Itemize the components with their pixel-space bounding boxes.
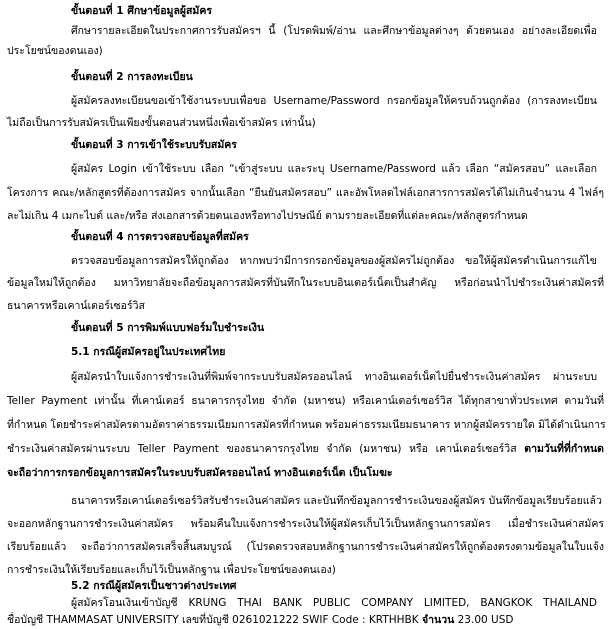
s51-para2-line-1: ธนาคารหรือเคาน์เตอร์เซอร์วิสรับชำระเงินค่าสมัคร และบันทึกข้อมูลการชำระเงินของผู้สมัคร บันทึกข้อมูลเรียบร้อยแล้ว xyxy=(71,495,602,507)
step5-title: ขั้นตอนที่ 5 การพิมพ์แบบฟอร์มใบชำระเงิน xyxy=(71,322,265,334)
s51-void-notice: จะถือว่าการกรอกข้อมูลการสมัครในระบบรับสมัครออนไลน์ ทางอินเตอร์เน็ต เป็นโมฆะ xyxy=(7,467,393,479)
s51-deadline-emphasis: ตามวันที่ที่กำหนด xyxy=(524,443,604,455)
s51-para1-line-4 xyxy=(7,442,604,456)
s51-para2-line-4: การชำระเงินให้เรียบร้อยและเก็บไว้เป็นหลักฐาน เพื่อประโยชน์ของตนเอง) xyxy=(7,564,336,576)
step1-line-1: ศึกษารายละเอียดในประกาศการรับสมัครฯ นี้ (โปรดพิมพ์/อ่าน และศึกษาข้อมูลต่างๆ ด้วยตนเอง อย่างละเอียดเพื่อ xyxy=(71,25,597,37)
s51-para2-line-3: เรียบร้อยแล้ว จะถือว่าการสมัครเสร็จสิ้นสมบูรณ์ (โปรดตรวจสอบหลักฐานการชำระเงินค่าสมัครให้ถูกต้องตรงตามข้อมูลในใบแจ้ง xyxy=(7,541,604,553)
step2-line-1: ผู้สมัครลงทะเบียนขอเข้าใช้งานระบบเพื่อขอ Username/Password กรอกข้อมูลให้ครบถ้วนถูกต้อง (การลงทะเบียน xyxy=(71,95,597,107)
s52-account-info: ชื่อบัญชี THAMMASAT UNIVERSITY เลขที่บัญชี 0261021222 SWIF Code : KRTHHBK xyxy=(7,614,419,626)
section-5-1-title: 5.1 กรณีผู้สมัครอยู่ในประเทศไทย xyxy=(71,346,226,358)
step3-line-3: ละไม่เกิน 4 เมกะไบต์ และ/หรือ ส่งเอกสารด้วยตนเองหรือทางไปรษณีย์ ตามรายละเอียดที่แต่ละคณะ/หลักสูตรกำหนด xyxy=(7,210,528,222)
step3-line-2: โครงการ คณะ/หลักสูตรที่ต้องการสมัคร จากนั้นเลือก “ยืนยันสมัครสอบ” และอัพโหลดไฟล์เอกสารการสมัครได้ไม่เกินจำนวน 4 ไฟล์ๆ xyxy=(7,187,604,199)
s51-para1-line-2: Teller Payment เท่านั้น ที่เคาน์เตอร์ ธนาคารกรุงไทย จำกัด (มหาชน) หรือเคาน์เตอร์เซอร์วิส ได้ทุกสาขาทั่วประเทศ ตามวันที่ xyxy=(7,395,604,407)
step1-line-2: ประโยชน์ของตนเอง) xyxy=(7,45,103,57)
s51-para1-line-1: ผู้สมัครนำใบแจ้งการชำระเงินที่พิมพ์จากระบบรับสมัครออนไลน์ ทางอินเตอร์เน็ตไปยื่นชำระเงินค่าสมัคร ผ่านระบบ xyxy=(71,371,597,383)
s51-para2-line-2: จะออกหลักฐานการชำระเงินค่าสมัคร พร้อมคืนใบแจ้งการชำระเงินให้ผู้สมัครเก็บไว้เป็นหลักฐานการสมัคร เมื่อชำระเงินค่าสมัคร xyxy=(7,518,604,530)
s52-line-2 xyxy=(7,613,513,627)
step2-line-2: ไม่ถือเป็นการรับสมัครเป็นเพียงขั้นตอนส่วนหนึ่งเพื่อเข้าสมัคร เท่านั้น) xyxy=(7,117,316,129)
step3-line-1: ผู้สมัคร Login เข้าใช้ระบบ เลือก “เข้าสู่ระบบ และระบุ Username/Password แล้ว เลือก “สมัครสอบ” และเลือก xyxy=(71,163,597,175)
step3-title: ขั้นตอนที่ 3 การเข้าใช้ระบบรับสมัคร xyxy=(71,139,237,151)
step1-title: ขั้นตอนที่ 1 ศึกษาข้อมูลผู้สมัคร xyxy=(71,5,213,17)
step4-line-1: ตรวจสอบข้อมูลการสมัครให้ถูกต้อง หากพบว่ามีการกรอกข้อมูลของผู้สมัครไม่ถูกต้อง ขอให้ผู้สมัครดำเนินการแก้ไข xyxy=(71,255,597,267)
step2-title: ขั้นตอนที่ 2 การลงทะเบียน xyxy=(71,71,193,83)
s52-amount-value: 23.00 USD xyxy=(457,614,514,626)
step4-title: ขั้นตอนที่ 4 การตรวจสอบข้อมูลที่สมัคร xyxy=(71,231,249,243)
s51-para1-line-3: ที่กำหนด โดยชำระค่าสมัครตามอัตราค่าธรรมเนียมการสมัครที่กำหนด พร้อมค่าธรรมเนียมธนาคาร หากผู้สมัครรายใด มิได้ดำเนินการ xyxy=(7,419,606,431)
s52-amount-label: จำนวน xyxy=(421,614,455,626)
step4-line-3: ธนาคารหรือเคาน์เตอร์เซอร์วิส xyxy=(7,300,145,312)
s52-line-1: ผู้สมัครโอนเงินเข้าบัญชี KRUNG THAI BANK PUBLIC COMPANY LIMITED, BANGKOK THAILAND xyxy=(71,597,597,609)
s51-para1-line-4-text: ชำระเงินค่าสมัครผ่านระบบ Teller Payment ของธนาคารกรุงไทย จำกัด (มหาชน) หรือ เคาน์เตอร์เซอร์วิส xyxy=(7,443,517,455)
step4-line-2: ข้อมูลใหม่ให้ถูกต้อง มหาวิทยาลัยจะถือข้อมูลการสมัครที่บันทึกในระบบอินเตอร์เน็ตเป็นสำคัญ หรือก่อนนำไปชำระเงินค่าสมัครที่ xyxy=(7,277,604,289)
section-5-2-title: 5.2 กรณีผู้สมัครเป็นชาวต่างประเทศ xyxy=(71,580,237,592)
